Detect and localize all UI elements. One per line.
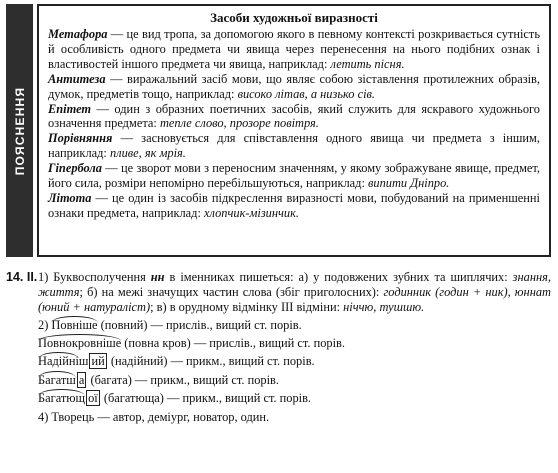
task-example: знання, життя <box>38 270 551 300</box>
task-text: ; в) в орудному відмінку ІІІ відміни: <box>150 300 344 315</box>
box-title: Засоби художньої виразності <box>210 10 378 25</box>
row-rest: (надійний) — прикм., вищий ст. порів. <box>107 354 315 369</box>
word-root: Багатш <box>38 372 76 387</box>
entry-example: випити Дніпро. <box>368 176 450 191</box>
word-ending: ий <box>91 354 105 369</box>
answer-row <box>38 316 551 334</box>
row-text: 4) Творець — автор, деміург, новатор, один. <box>38 409 270 424</box>
entry-example: пливе, як мрія. <box>109 146 186 161</box>
row-prefix: 2) <box>38 317 52 332</box>
entry-text: — це вид тропа, за допомогою якого в певному контексті розкривається сутність й особливість одного предмета чи явища через перенесення на нього подібних ознак і властивостей іншого предмета чи явища, наприклад: <box>48 27 540 71</box>
task-letters: нн <box>150 270 165 284</box>
answer-row <box>38 389 551 407</box>
entry-hyperbole <box>48 161 540 191</box>
sidebar <box>6 4 33 257</box>
word-root: Повнокровніше <box>38 336 122 351</box>
word-ending: а <box>78 372 85 387</box>
task-14 <box>6 270 551 426</box>
word-ending: ої <box>88 391 98 406</box>
word-root: Багатющ <box>38 391 86 406</box>
entry-term: Літота <box>48 190 92 205</box>
row-rest: (повна кров) — прислів., вищий ст. порів. <box>121 336 346 351</box>
entry-antithesis <box>48 72 540 102</box>
entry-text: — один з образних поетичних засобів, який служить для яскравого художнього означення предмета: <box>48 101 540 131</box>
word-root: Повніше <box>51 317 98 332</box>
entry-metaphor <box>48 27 540 72</box>
row-rest: (повний) — прислів., вищий ст. порів. <box>97 317 302 332</box>
entry-text: — виражальний засіб мови, що являє собою зіставлення протилежних образів, думок, предметів тощо, наприклад: <box>48 71 540 101</box>
answer-row <box>38 408 551 426</box>
entry-text: — це зворот мови з переносним значенням, у якому зображуване явище, предмет, його сила, розміри непомірно перебільшуються, наприклад: <box>48 161 540 191</box>
word-root: Надійні <box>38 354 79 369</box>
entry-term: Гіпербола <box>48 161 102 176</box>
task-example: годинник (годин + ник), юннат (юний + натураліст) <box>38 285 551 315</box>
entry-comparison <box>48 131 540 161</box>
entry-term: Антитеза <box>48 71 106 86</box>
task-text: в іменниках пишеться: а) у подовжених зубних та шиплячих: <box>164 270 513 284</box>
task-number: 14. ІІ. <box>6 270 38 284</box>
entry-example: тепле слово, прозоре повітря. <box>159 116 319 131</box>
entry-example: хлопчик-мізинчик. <box>204 205 300 220</box>
answer-row <box>38 371 551 389</box>
entry-term: Епітет <box>48 101 92 116</box>
entry-example: високо літав, а низько сів. <box>237 86 375 101</box>
sidebar-label: ПОЯСНЕННЯ <box>12 86 27 175</box>
entry-text: — засновується для співставлення одного явища чи предмета з іншим, наприклад: <box>48 131 540 161</box>
entry-epithet <box>48 102 540 132</box>
entry-term: Порівняння <box>48 131 113 146</box>
task-text: 1) Буквосполучення <box>38 270 151 284</box>
row-rest: (багатюща) — прикм., вищий ст. порів. <box>100 391 312 406</box>
task-text: ; б) на межі значущих частин слова (збіг приголосних): <box>79 285 384 300</box>
entry-example: летить пісня. <box>330 56 405 71</box>
row-rest: (багата) — прикм., вищий ст. порів. <box>87 372 279 387</box>
answer-rows <box>38 316 551 426</box>
task-paragraph <box>38 270 551 316</box>
answer-row <box>38 352 551 370</box>
entry-litotes <box>48 191 540 221</box>
entry-text: — це один із засобів підкреслення виразності мови, побудований на применшенні ознаки предмета, наприклад: <box>48 190 540 220</box>
answer-row <box>38 334 551 352</box>
task-example: ніччю, тушшю. <box>343 300 425 315</box>
entry-term: Метафора <box>48 27 108 41</box>
word-suffix-part: ш <box>78 354 89 369</box>
explanation-box <box>37 4 551 257</box>
